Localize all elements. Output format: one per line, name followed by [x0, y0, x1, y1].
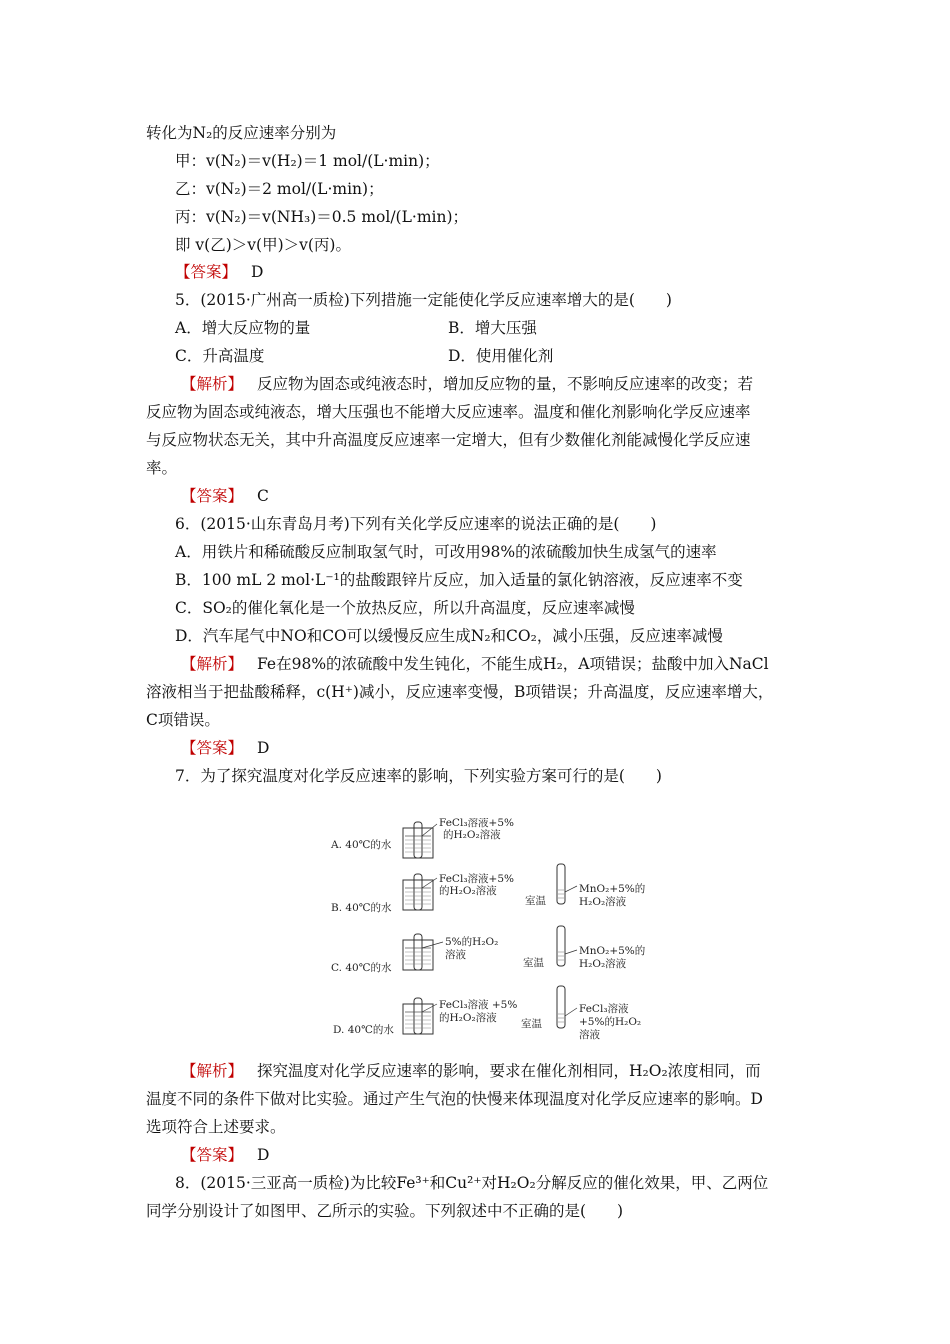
option-b-text-1: FeCl₃溶液+5%: [439, 873, 514, 885]
q6-option-b: B．100 mL 2 mol·L⁻¹的盐酸跟锌片反应，加入适量的氯化钠溶液，反应速率不变: [175, 571, 743, 589]
option-b-room-temp: 室温: [525, 895, 546, 907]
q5-option-d: D．使用催化剂: [448, 347, 554, 365]
q5-stem: 5．(2015·广州高一质检)下列措施一定能使化学反应速率增大的是( ): [175, 291, 672, 309]
q7-analysis-3: 选项符合上述要求。: [146, 1118, 286, 1136]
option-c-text-1: 5%的H₂O₂: [445, 936, 499, 948]
q7-answer-line: [181, 1145, 269, 1165]
q7-answer: D: [257, 1146, 270, 1164]
analysis-tag: 【解析】: [181, 375, 244, 393]
option-d-room-temp: 室温: [521, 1018, 542, 1030]
option-b-text-2: 的H₂O₂溶液: [439, 885, 497, 897]
q6-option-d: D．汽车尾气中NO和CO可以缓慢反应生成N₂和CO₂，减小压强，反应速率减慢: [175, 627, 723, 645]
q6-answer-line: [181, 738, 269, 758]
intro-conclusion: 即 v(乙)＞v(甲)＞v(丙)。: [175, 236, 351, 254]
beaker-a: [403, 828, 433, 858]
q7-stem: 7．为了探究温度对化学反应速率的影响，下列实验方案可行的是( ): [175, 767, 662, 785]
q6-analysis-1: Fe在98%的浓硫酸中发生钝化，不能生成H₂，A项错误；盐酸中加入NaCl: [257, 655, 769, 673]
q5-analysis-1: 反应物为固态或纯液态时，增加反应物的量，不影响反应速率的改变；若: [257, 375, 754, 393]
intro-line: 转化为N₂的反应速率分别为: [146, 124, 337, 142]
q6-analysis-2: 溶液相当于把盐酸稀释，c(H⁺)减小，反应速率变慢，B项错误；升高温度，反应速率增大，: [146, 683, 774, 701]
q5-analysis-2: 反应物为固态或纯液态，增大压强也不能增大反应速率。温度和催化剂影响化学反应速率: [146, 403, 751, 421]
option-c-text-2: 溶液: [445, 949, 466, 961]
q5-answer: C: [257, 487, 269, 505]
option-c-right-2: H₂O₂溶液: [579, 958, 627, 970]
beaker-b: [403, 880, 433, 910]
option-a-text-1: FeCl₃溶液+5%: [439, 818, 514, 829]
option-d-label: D. 40℃的水: [333, 1024, 394, 1036]
q6-stem: 6．(2015·山东青岛月考)下列有关化学反应速率的说法正确的是( ): [175, 515, 657, 533]
analysis-tag: 【解析】: [181, 1062, 244, 1080]
q7-analysis-line-1: [181, 1061, 761, 1081]
q5-analysis-4: 率。: [146, 459, 178, 477]
option-d-right-1: FeCl₃溶液: [579, 1003, 629, 1015]
option-a-setup: [330, 818, 514, 858]
option-a-text-2: 的H₂O₂溶液: [443, 829, 501, 841]
option-c-room-temp: 室温: [523, 957, 544, 969]
option-a-label: A. 40℃的水: [331, 839, 392, 851]
answer-tag: 【答案】: [175, 263, 238, 281]
analysis-tag: 【解析】: [181, 655, 244, 673]
q5-option-b: B．增大压强: [448, 319, 537, 337]
option-d-right-2: +5%的H₂O₂: [579, 1016, 642, 1028]
answer-tag: 【答案】: [181, 1146, 244, 1164]
option-b-right-1: MnO₂+5%的: [579, 883, 646, 895]
answer-tag: 【答案】: [181, 487, 244, 505]
q6-analysis-line-1: [181, 654, 769, 674]
option-b-setup: [331, 864, 646, 914]
q4-answer-line: [175, 262, 263, 282]
option-b-right-2: H₂O₂溶液: [579, 896, 627, 908]
q5-analysis-3: 与反应物状态无关，其中升高温度反应速率一定增大，但有少数催化剂能减慢化学反应速: [146, 431, 751, 449]
intro-bing: 丙：v(N₂)＝v(NH₃)＝0.5 mol/(L·min)；: [175, 208, 469, 226]
q5-option-c: C．升高温度: [175, 347, 265, 365]
option-c-setup: [331, 926, 646, 974]
experiment-figure: [325, 818, 655, 1050]
q5-answer-line: [181, 486, 269, 506]
q5-analysis-line-1: [181, 374, 753, 394]
q6-option-a: A．用铁片和稀硫酸反应制取氢气时，可改用98%的浓硫酸加快生成氢气的速率: [175, 543, 717, 561]
option-b-label: B. 40℃的水: [331, 902, 392, 914]
beaker-c: [403, 940, 433, 970]
intro-yi: 乙：v(N₂)＝2 mol/(L·min)；: [175, 180, 384, 198]
q7-analysis-1: 探究温度对化学反应速率的影响，要求在催化剂相同，H₂O₂浓度相同，而: [257, 1062, 761, 1080]
q6-analysis-3: C项错误。: [146, 711, 220, 729]
option-c-right-1: MnO₂+5%的: [579, 945, 646, 957]
option-d-right-3: 溶液: [579, 1029, 600, 1041]
option-c-label: C. 40℃的水: [331, 962, 392, 974]
q7-analysis-2: 温度不同的条件下做对比实验。通过产生气泡的快慢来体现温度对化学反应速率的影响。D: [146, 1090, 763, 1108]
option-d-setup: [333, 986, 641, 1041]
answer-tag: 【答案】: [181, 739, 244, 757]
q5-option-a: A．增大反应物的量: [175, 319, 311, 337]
q4-answer: D: [251, 263, 264, 281]
option-d-text-2: 的H₂O₂溶液: [439, 1012, 497, 1024]
intro-jia: 甲：v(N₂)＝v(H₂)＝1 mol/(L·min)；: [175, 152, 440, 170]
q8-stem-2: 同学分别设计了如图甲、乙所示的实验。下列叙述中不正确的是( ): [146, 1202, 624, 1220]
q6-answer: D: [257, 739, 270, 757]
option-d-text-1: FeCl₃溶液 +5%: [439, 999, 518, 1011]
q6-option-c: C．SO₂的催化氧化是一个放热反应，所以升高温度，反应速率减慢: [175, 599, 635, 617]
q8-stem-1: 8．(2015·三亚高一质检)为比较Fe³⁺和Cu²⁺对H₂O₂分解反应的催化效果，甲、乙两位: [175, 1174, 769, 1192]
